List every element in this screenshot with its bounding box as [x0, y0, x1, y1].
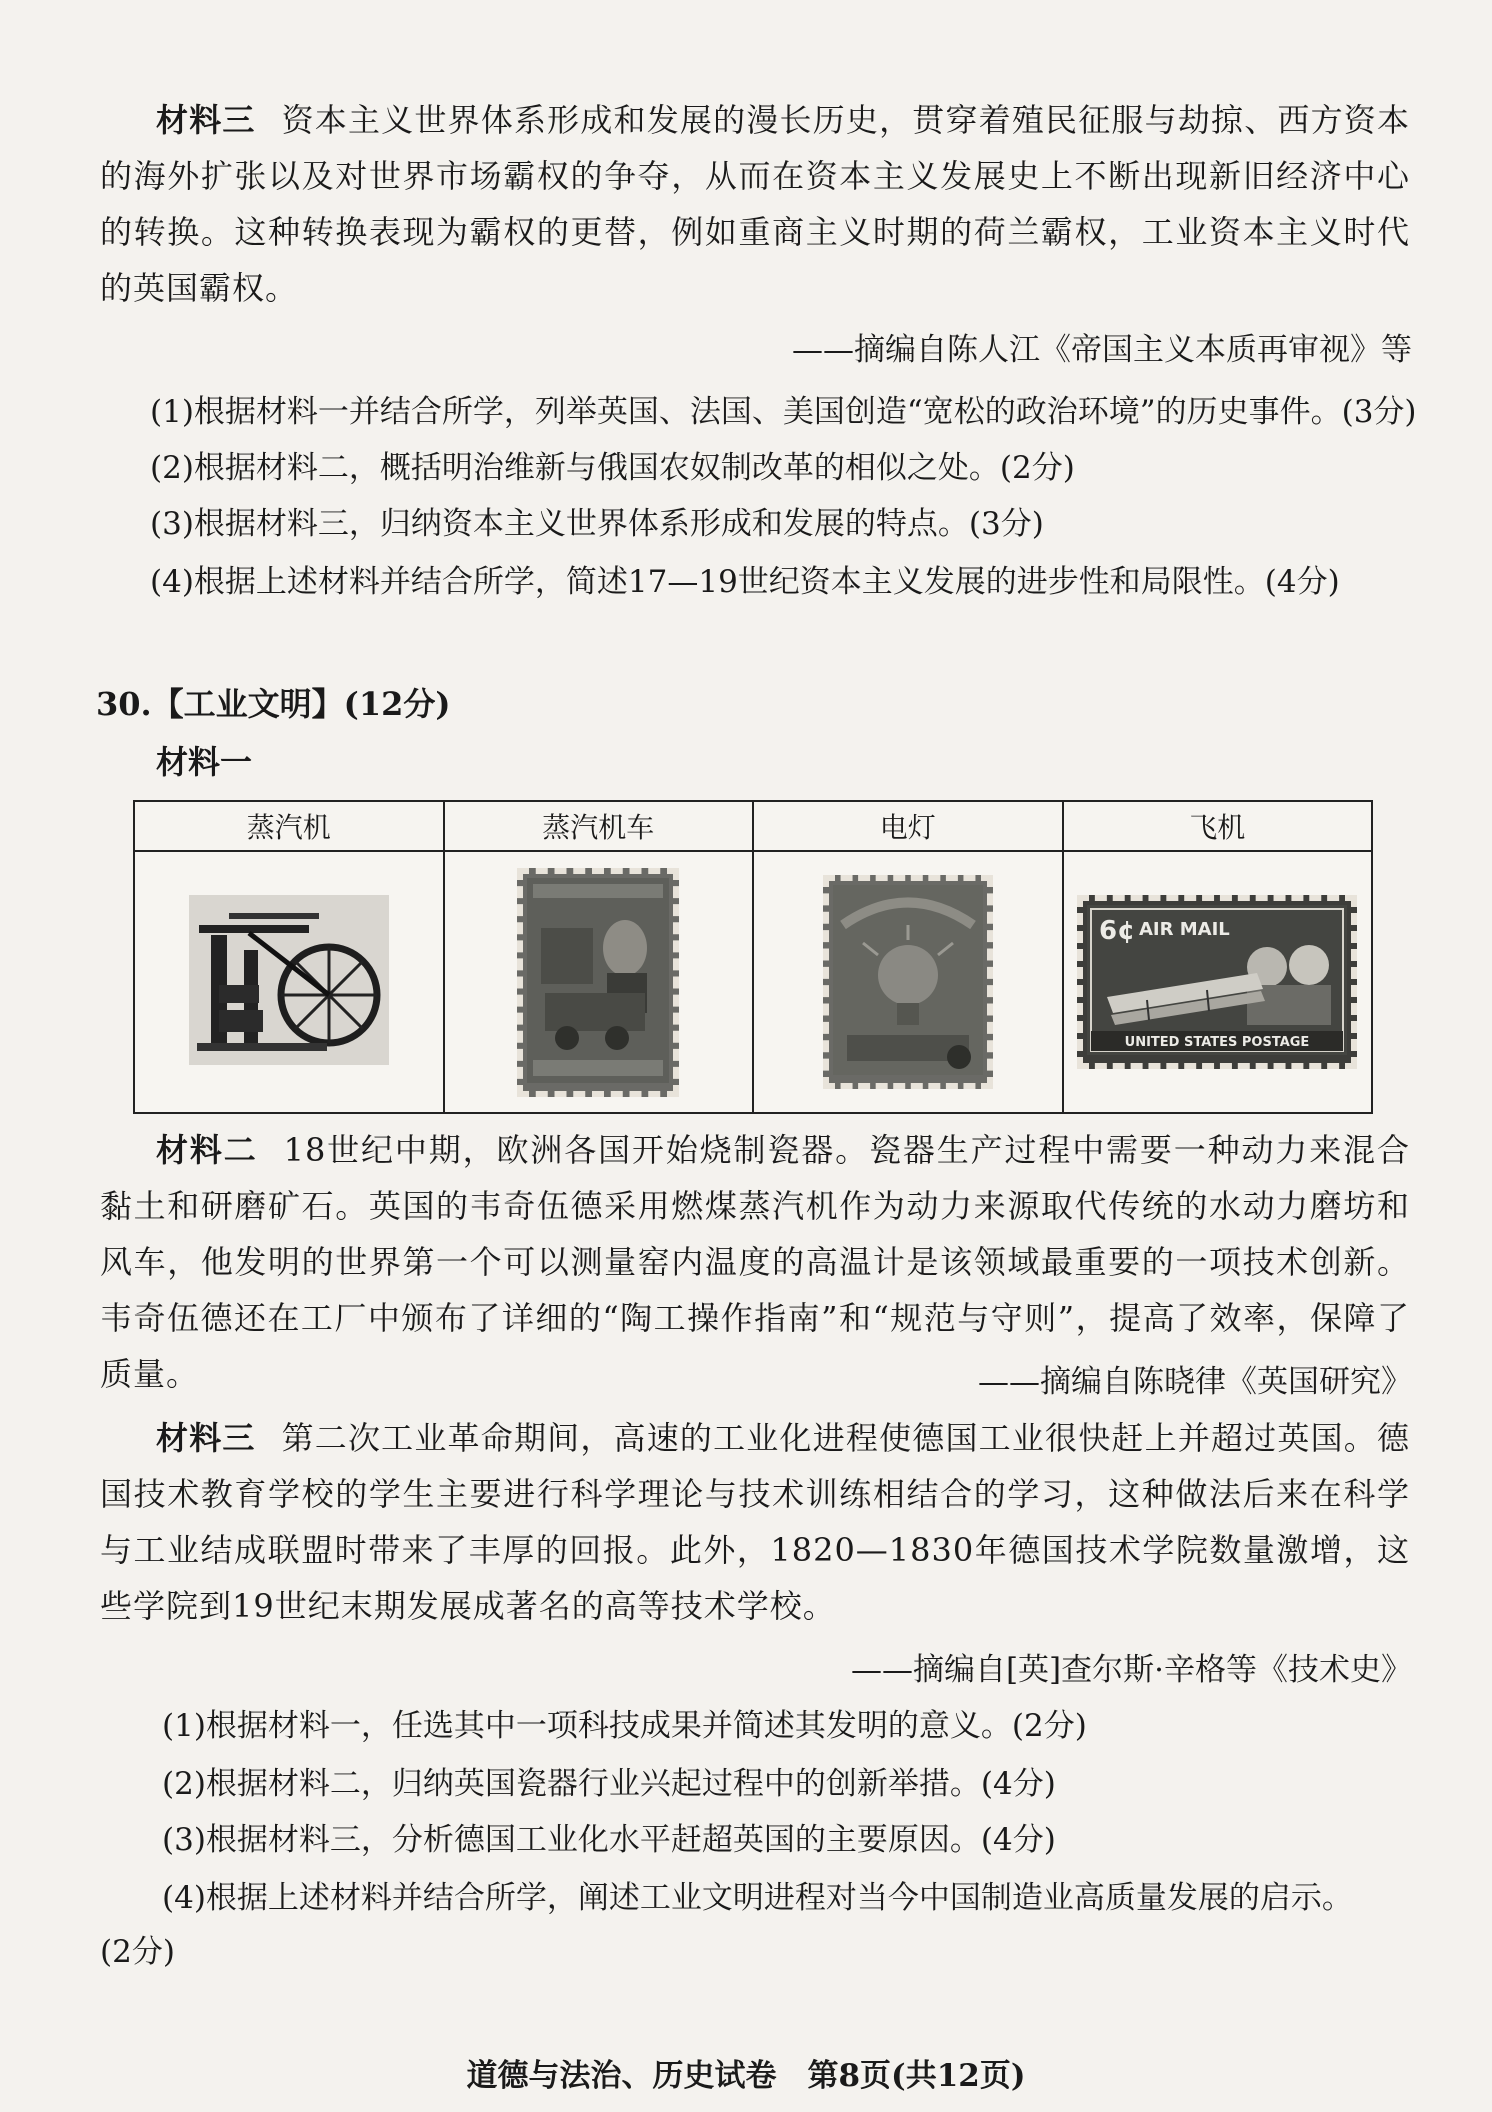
light-bulb-stamp-image [833, 885, 983, 1075]
material3-text: 第二次工业革命期间，高速的工业化进程使德国工业很快赶上并超过英国。德国技术教育学校的学生主要进行科学理论与技术训练相结合的学习，这种做法后来在科学与工业结成联盟时带来了丰厚的回报。此外，1820—1830年德国技术学院数量激增，这些学院到19世纪末期发展成著名的高等技术学校。 [100, 1419, 1410, 1625]
table-header-airplane: 飞机 [1063, 801, 1373, 851]
material2-source: ——摘编自陈晓律《英国研究》 [978, 1364, 1412, 1400]
q30-material1-label: 材料一 [156, 743, 253, 781]
locomotive-cell [444, 851, 754, 1113]
q30-heading: 30.【工业文明】(12分) [96, 685, 451, 723]
steam-engine-image [189, 895, 389, 1065]
material3-top-source: ——摘编自陈人江《帝国主义本质再审视》等 [792, 332, 1412, 368]
material3-top-lead: 材料三 [156, 101, 256, 139]
material2-paragraph [100, 1122, 1410, 1402]
question-4: (4)根据上述材料并结合所学，简述17—19世纪资本主义发展的进步性和局限性。(4分) [150, 564, 1340, 600]
table-header-steam-engine: 蒸汽机 [134, 801, 444, 851]
light-bulb-cell [753, 851, 1063, 1113]
material3-top-text: 资本主义世界体系形成和发展的漫长历史，贯穿着殖民征服与劫掠、西方资本的海外扩张以及对世界市场霸权的争夺，从而在资本主义发展史上不断出现新旧经济中心的转换。这种转换表现为霸权的更替，例如重商主义时期的荷兰霸权，工业资本主义时代的英国霸权。 [100, 101, 1410, 307]
steam-engine-cell [134, 851, 444, 1113]
q30-question-2: (2)根据材料二，归纳英国瓷器行业兴起过程中的创新举措。(4分) [162, 1766, 1056, 1802]
table-header-light-bulb: 电灯 [753, 801, 1063, 851]
material3-top-paragraph [100, 92, 1410, 316]
airplane-cell [1063, 851, 1373, 1113]
q30-question-4: (4)根据上述材料并结合所学，阐述工业文明进程对当今中国制造业高质量发展的启示。 [162, 1880, 1353, 1916]
material3-lead: 材料三 [156, 1419, 256, 1457]
locomotive-stamp [517, 868, 679, 1097]
q30-question-4-points: (2分) [100, 1934, 175, 1970]
q30-question-1: (1)根据材料一，任选其中一项科技成果并简述其发明的意义。(2分) [162, 1708, 1087, 1744]
locomotive-stamp-image [527, 878, 669, 1083]
airmail-stamp-image [1087, 905, 1347, 1055]
question-1: (1)根据材料一并结合所学，列举英国、法国、美国创造“宽松的政治环境”的历史事件。(3分) [150, 394, 1417, 430]
airmail-stamp [1077, 895, 1357, 1069]
material2-text: 18世纪中期，欧洲各国开始烧制瓷器。瓷器生产过程中需要一种动力来混合黏土和研磨矿石。英国的韦奇伍德采用燃煤蒸汽机作为动力来源取代传统的水动力磨坊和风车，他发明的世界第一个可以测量窑内温度的高温计是该领域最重要的一项技术创新。韦奇伍德还在工厂中颁布了详细的“陶工操作指南”和“规范与守则”，提高了效率，保障了质量。 [100, 1131, 1410, 1393]
material3-paragraph [100, 1410, 1410, 1634]
table-header-locomotive: 蒸汽机车 [444, 801, 754, 851]
airmail-value: 6¢ [1099, 916, 1136, 946]
material1-table [133, 800, 1373, 1114]
material3-source: ——摘编自[英]查尔斯·辛格等《技术史》 [850, 1652, 1412, 1688]
airmail-country: UNITED STATES POSTAGE [1124, 1035, 1310, 1050]
question-3: (3)根据材料三，归纳资本主义世界体系形成和发展的特点。(3分) [150, 506, 1044, 542]
airmail-title: AIR MAIL [1139, 919, 1231, 940]
light-bulb-stamp [823, 875, 993, 1089]
page-footer: 道德与法治、历史试卷 第8页(共12页) [466, 2058, 1026, 2094]
question-2: (2)根据材料二，概括明治维新与俄国农奴制改革的相似之处。(2分) [150, 450, 1075, 486]
q30-question-3: (3)根据材料三，分析德国工业化水平赶超英国的主要原因。(4分) [162, 1822, 1056, 1858]
material2-lead: 材料二 [156, 1131, 258, 1169]
